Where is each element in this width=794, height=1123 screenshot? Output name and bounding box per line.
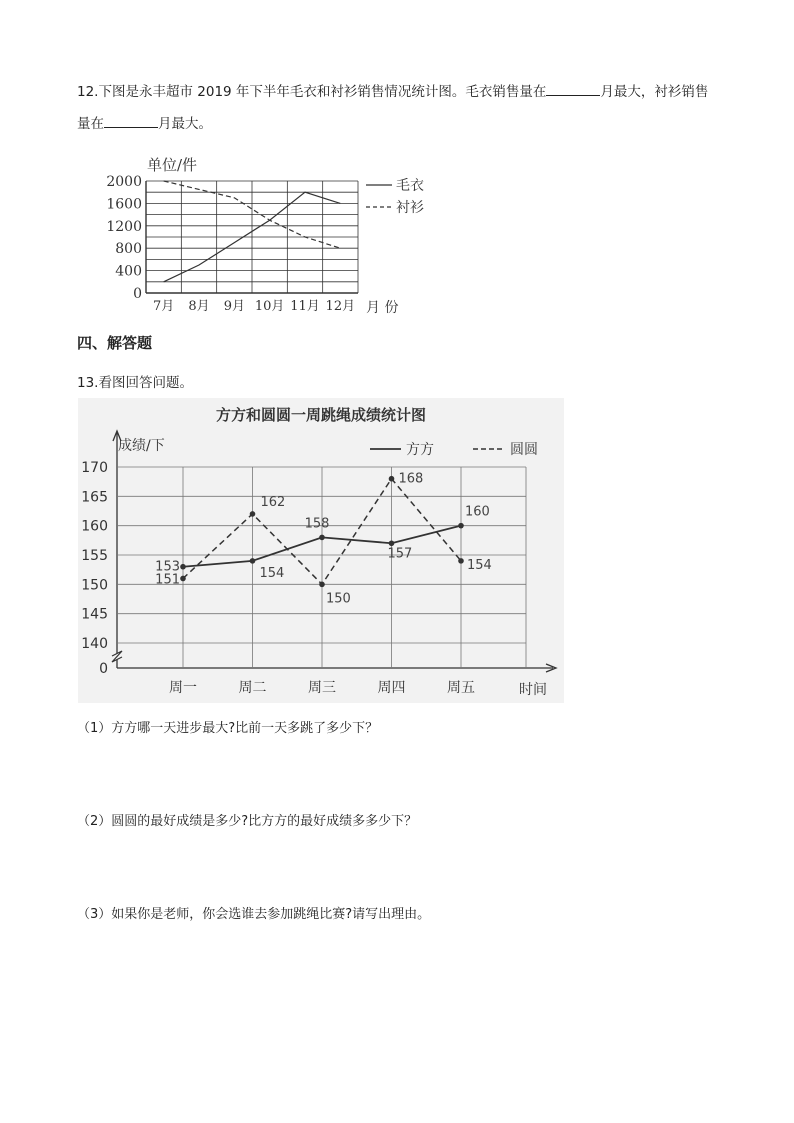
chart1-xtick: 9月	[223, 299, 245, 314]
chart2-point	[319, 535, 325, 541]
chart2-xtick: 周一	[169, 680, 197, 696]
chart2-xtick: 周五	[447, 680, 475, 696]
legend-sweater: 毛衣	[396, 178, 424, 194]
chart1-x-ticks	[153, 299, 355, 314]
legend-yuanyuan: 圆圆	[510, 442, 538, 458]
chart2-ytick: 150	[81, 577, 108, 594]
q12-line1	[77, 82, 708, 102]
chart1-xtick: 11月	[290, 299, 320, 314]
chart2-title: 方方和圆圆一周跳绳成绩统计图	[215, 406, 427, 424]
chart1-ytick: 1600	[106, 196, 142, 213]
chart2-point	[389, 476, 395, 482]
chart1-xtick: 12月	[325, 299, 356, 314]
chart1-grid	[146, 181, 358, 293]
chart2-xtick: 周二	[238, 680, 267, 696]
q12-text-c: 量在	[77, 116, 104, 132]
chart1-ytick: 800	[115, 241, 142, 258]
chart1-ylabel: 单位/件	[147, 156, 198, 174]
chart2-data-label: 160	[465, 504, 490, 520]
chart2-ytick: 145	[81, 606, 108, 623]
chart1-xtick: 8月	[188, 299, 210, 314]
chart1-ytick: 0	[133, 286, 142, 302]
q13-sub2: （2）圆圆的最好成绩是多少?比方方的最好成绩多多少下？	[77, 814, 418, 829]
chart1-ytick: 1200	[106, 218, 142, 235]
chart2-point	[389, 540, 395, 546]
legend-shirt: 衬衫	[396, 200, 424, 216]
chart1-xtick: 7月	[153, 299, 175, 314]
q13-intro: 13.看图回答问题。	[77, 375, 193, 391]
chart2-xlabel: 时间	[519, 682, 547, 698]
chart1-y-ticks	[106, 174, 142, 302]
chart2-data-label: 157	[387, 546, 413, 562]
chart2-data-label: 158	[304, 516, 330, 532]
q12-text-d: 月最大。	[158, 116, 212, 132]
chart2-data-label: 150	[326, 591, 351, 607]
rope-skipping-chart	[78, 398, 564, 703]
q12-text-a: 12.下图是永丰超市 2019 年下半年毛衣和衬衫销售情况统计图。毛衣销售量在	[77, 84, 547, 100]
chart2-ylabel: 成绩/下	[118, 438, 165, 454]
q13-sub3: （3）如果你是老师，你会选谁去参加跳绳比赛?请写出理由。	[77, 907, 431, 922]
chart2-data-label: 168	[398, 471, 424, 487]
q13-sub1: （1）方方哪一天进步最大?比前一天多跳了多少下？	[77, 721, 379, 736]
chart2-ytick: 0	[99, 661, 108, 677]
q12-line2	[77, 114, 212, 134]
chart2-data-label: 151	[155, 572, 180, 588]
chart2-data-label: 154	[467, 557, 492, 573]
chart2-point	[180, 576, 186, 582]
answer-blank-2[interactable]	[104, 114, 158, 128]
chart2-data-label: 153	[155, 559, 180, 575]
chart2-ytick: 140	[81, 636, 108, 652]
chart1-ytick: 400	[115, 263, 142, 280]
chart2-point	[458, 523, 464, 529]
section-title: 四、解答题	[77, 334, 153, 352]
q12-text-b: 月最大，衬衫销售	[600, 84, 709, 100]
chart2-point	[319, 582, 325, 588]
chart1-ytick: 2000	[106, 174, 142, 190]
chart2-ytick: 155	[81, 548, 108, 564]
chart2-xtick: 周四	[377, 680, 406, 696]
chart2-point	[250, 558, 256, 564]
chart1-xlabel: 月 份	[366, 300, 399, 316]
chart2-data-label: 154	[259, 565, 285, 581]
chart2-ytick: 170	[81, 460, 108, 476]
legend-fangfang: 方方	[406, 442, 434, 458]
chart2-point	[250, 511, 256, 517]
chart2-point	[458, 558, 464, 564]
chart2-xtick: 周三	[308, 680, 336, 696]
sales-chart	[100, 152, 424, 320]
chart1-xtick: 10月	[254, 299, 285, 314]
chart2-point	[180, 564, 186, 570]
chart2-ytick: 160	[81, 518, 108, 535]
answer-blank-1[interactable]	[546, 82, 600, 96]
chart2-ytick: 165	[81, 489, 108, 506]
chart2-data-label: 162	[260, 494, 286, 510]
